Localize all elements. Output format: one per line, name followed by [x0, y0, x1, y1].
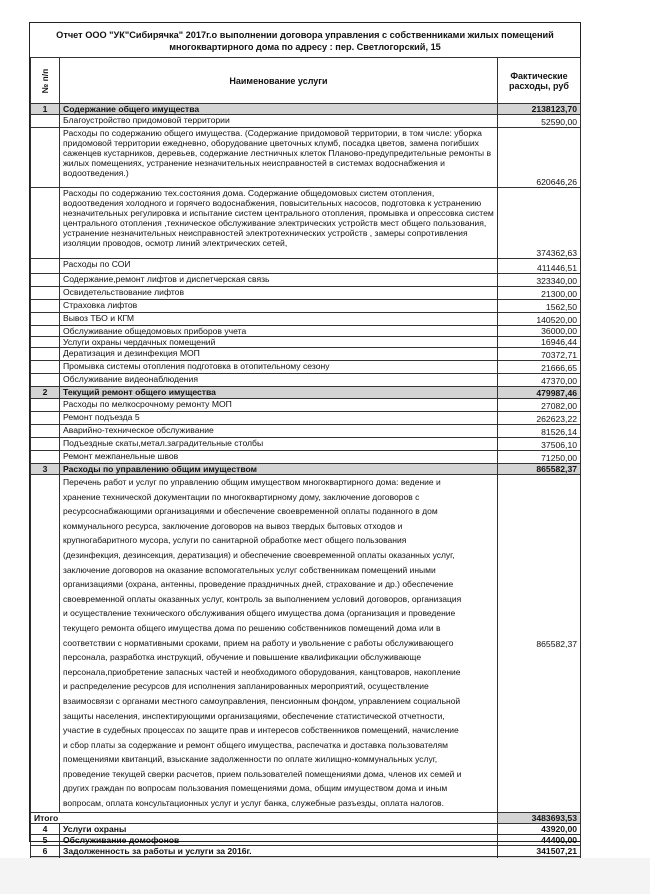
row-value: 27082,00 — [498, 399, 581, 412]
section-value: 865582,37 — [498, 464, 581, 475]
table-row: 5 Обслуживание домофонов 44400,00 — [31, 835, 581, 846]
table-row: 4 Услуги охраны 43920,00 — [31, 824, 581, 835]
row-name: Вывоз ТБО и КГМ — [60, 313, 498, 326]
table-row — [31, 326, 581, 337]
table-row — [31, 128, 581, 188]
row-name: Подъездные скаты,метал.заградительные столбы — [60, 438, 498, 451]
table-row — [31, 300, 581, 313]
title-line-1: Отчет ООО "УК"Сибирячка" 2017г.о выполнении договора управления с собственниками жилых помещений — [56, 30, 554, 40]
management-description: Перечень работ и услуг по управлению общим имуществом многоквартирного дома: ведение и хранение технической документации по многоквартирному дому, заключение договоров с ресурсоснабжающими организациями и обеспечение своевременной оплаты поданного в дом коммунального ресурса, заключение договоров на вывоз твердых бытовых отходов и крупногабаритного мусора, услуги по санитарной обработке мест общего пользования (дезинфекция, дезинсекция, дератизация) и обеспечение своевременной оплаты оказанных услуг, заключение договоров на оказание вспомогательных услуг собственникам помещений иными организациями (охрана, антенны, проведение праздничных дней, страхование и др.) обеспечение своевременной оплаты оказанных услуг, контроль за выполнением условий договоров, организация и осуществление технического обслуживания общего имущества дома (организация и проведение текущего ремонта общего имущества дома по решению собственников помещений дома или в соответствии с нормативными сроками, прием на работу и увольнение с работы обслуживающего персонала, разработка инструкций, обучение и повышение квалификации обслуживающе персонала,приобретение запасных частей и необходимого оборудования, канцтоваров, накопление и распределение ресурсов для исполнения запланированных мероприятий, осуществление взаимосвязи с органами местного самоуправления, пенсионным фондом, управлением социальной защиты населения, инспектирующими организациями, обеспечение статистической отчетности, участие в судебных процессах по защите прав и интересов собственников помещений, начисление и сбор платы за содержание и ремонт общего имущества, распечатка и доставка пользователям помещениями квитанций, взыскание задолженности по оплате жилищно-коммунальных услуг, проведение текущей сверки расчетов, прием пользователей помещениями дома, членов их семей и других граждан по вопросам пользования помещениями дома, общим имуществом дома и иным вопросам, оплата консультационных услуг и услуг банка, служебные разъезды, оплата налогов. — [60, 475, 498, 813]
row-value: 1562,50 — [498, 300, 581, 313]
header-cost: Фактические расходы, руб — [498, 58, 581, 104]
table-row — [31, 475, 581, 813]
row-value: 43920,00 — [498, 824, 581, 835]
title-line-2: многоквартирного дома по адресу : пер. Светлогорский, 15 — [169, 42, 441, 52]
row-value: 341507,21 — [498, 846, 581, 857]
table-row — [31, 313, 581, 326]
row-value: 47370,00 — [498, 374, 581, 387]
row-name: Расходы по содержанию общего имущества. (Содержание придомовой территории, в том числе: уборка придомовой территории ежедневно, оборудование цветочных клумб, посадка цветов, замена погибших саженцев кустарников, деревьев, содержание лестничных клеток Планово-предупредительные ремонты в жилых помещениях, устранение незначительных неисправностей в системах водоснабжения и водоотведения.) — [60, 128, 498, 188]
expense-table — [30, 57, 581, 873]
table-row — [31, 361, 581, 374]
row-name: Расходы по мелкосрочному ремонту МОП — [60, 399, 498, 412]
table-row — [31, 451, 581, 464]
section-value: 479987,46 — [498, 387, 581, 399]
row-name: Обслуживание общедомовых приборов учета — [60, 326, 498, 337]
row-name: Обслуживание домофонов — [60, 835, 498, 846]
row-name: Страховка лифтов — [60, 300, 498, 313]
report-title — [30, 29, 580, 53]
row-value: 71250,00 — [498, 451, 581, 464]
table-header-row — [31, 58, 581, 104]
table-row — [31, 374, 581, 387]
table-row — [31, 337, 581, 348]
itogo-row — [31, 813, 581, 824]
row-value: 865582,37 — [498, 475, 581, 813]
table-row — [31, 348, 581, 361]
table-row — [31, 287, 581, 300]
row-value: 21300,00 — [498, 287, 581, 300]
itogo-label: Итого — [31, 813, 498, 824]
row-value: 374362,63 — [498, 188, 581, 259]
header-num: № п/п — [31, 58, 60, 104]
table-row — [31, 425, 581, 438]
row-name: Дератизация и дезинфекция МОП — [60, 348, 498, 361]
row-name: Расходы по СОИ — [60, 259, 498, 274]
table-row — [31, 188, 581, 259]
row-name: Задолженность за работы и услуги за 2016г. — [60, 846, 498, 857]
row-value: 620646,26 — [498, 128, 581, 188]
row-name: Содержание,ремонт лифтов и диспетчерская связь — [60, 274, 498, 287]
section-name: Расходы по управлению общим имуществом — [60, 464, 498, 475]
row-name: Услуги охраны чердачных помещений — [60, 337, 498, 348]
row-value: 411446,51 — [498, 259, 581, 274]
row-value: 21666,65 — [498, 361, 581, 374]
row-value: 36000,00 — [498, 326, 581, 337]
table-row — [31, 115, 581, 128]
row-name: Услуги охраны — [60, 824, 498, 835]
section-row-2 — [31, 387, 581, 399]
row-name: Расходы по содержанию тех.состояния дома. Содержание общедомовых систем отопления, водоотведения холодного и горячего водоснабжения, повысительных насосов, подготовка к устранению незначительных регулировка и испытание систем центрального отопления, промывка и опрессовка систем центрального отопления ,техническое обслуживание электрических устройств мест общего пользования, устранение незначительных неисправностей электротехнических устройств , замеры сопротивления изоляции проводов, осмотр линий электрических сетей, — [60, 188, 498, 259]
section-row-1 — [31, 104, 581, 115]
row-name: Благоустройство придомовой территории — [60, 115, 498, 128]
row-value: 37506,10 — [498, 438, 581, 451]
section-row-3 — [31, 464, 581, 475]
table-row — [31, 274, 581, 287]
row-value: 323340,00 — [498, 274, 581, 287]
table-row — [31, 399, 581, 412]
row-name: Аварийно-техническое обслуживание — [60, 425, 498, 438]
row-value: 16946,44 — [498, 337, 581, 348]
row-value: 262623,22 — [498, 412, 581, 425]
section-num: 2 — [31, 387, 60, 399]
section-value: 2138123,70 — [498, 104, 581, 115]
row-name: Обслуживание видеонаблюдения — [60, 374, 498, 387]
row-name: Освидетельствование лифтов — [60, 287, 498, 300]
table-row — [31, 438, 581, 451]
section-name: Содержание общего имущества — [60, 104, 498, 115]
table-row — [31, 412, 581, 425]
row-name: Промывка системы отопления подготовка в отопительному сезону — [60, 361, 498, 374]
row-name: Ремонт подъезда 5 — [60, 412, 498, 425]
table-row: 6 Задолженность за работы и услуги за 2016г. 341507,21 — [31, 846, 581, 857]
row-value: 52590,00 — [498, 115, 581, 128]
row-value: 140520,00 — [498, 313, 581, 326]
header-name: Наименование услуги — [60, 58, 498, 104]
row-value: 44400,00 — [498, 835, 581, 846]
section-num: 1 — [31, 104, 60, 115]
report-sheet — [29, 22, 581, 856]
page-bottom-margin — [0, 858, 650, 894]
row-value: 70372,71 — [498, 348, 581, 361]
row-name: Ремонт межпанельные швов — [60, 451, 498, 464]
section-name: Текущий ремонт общего имущества — [60, 387, 498, 399]
table-row — [31, 259, 581, 274]
section-num: 3 — [31, 464, 60, 475]
itogo-value: 3483693,53 — [498, 813, 581, 824]
row-value: 81526,14 — [498, 425, 581, 438]
